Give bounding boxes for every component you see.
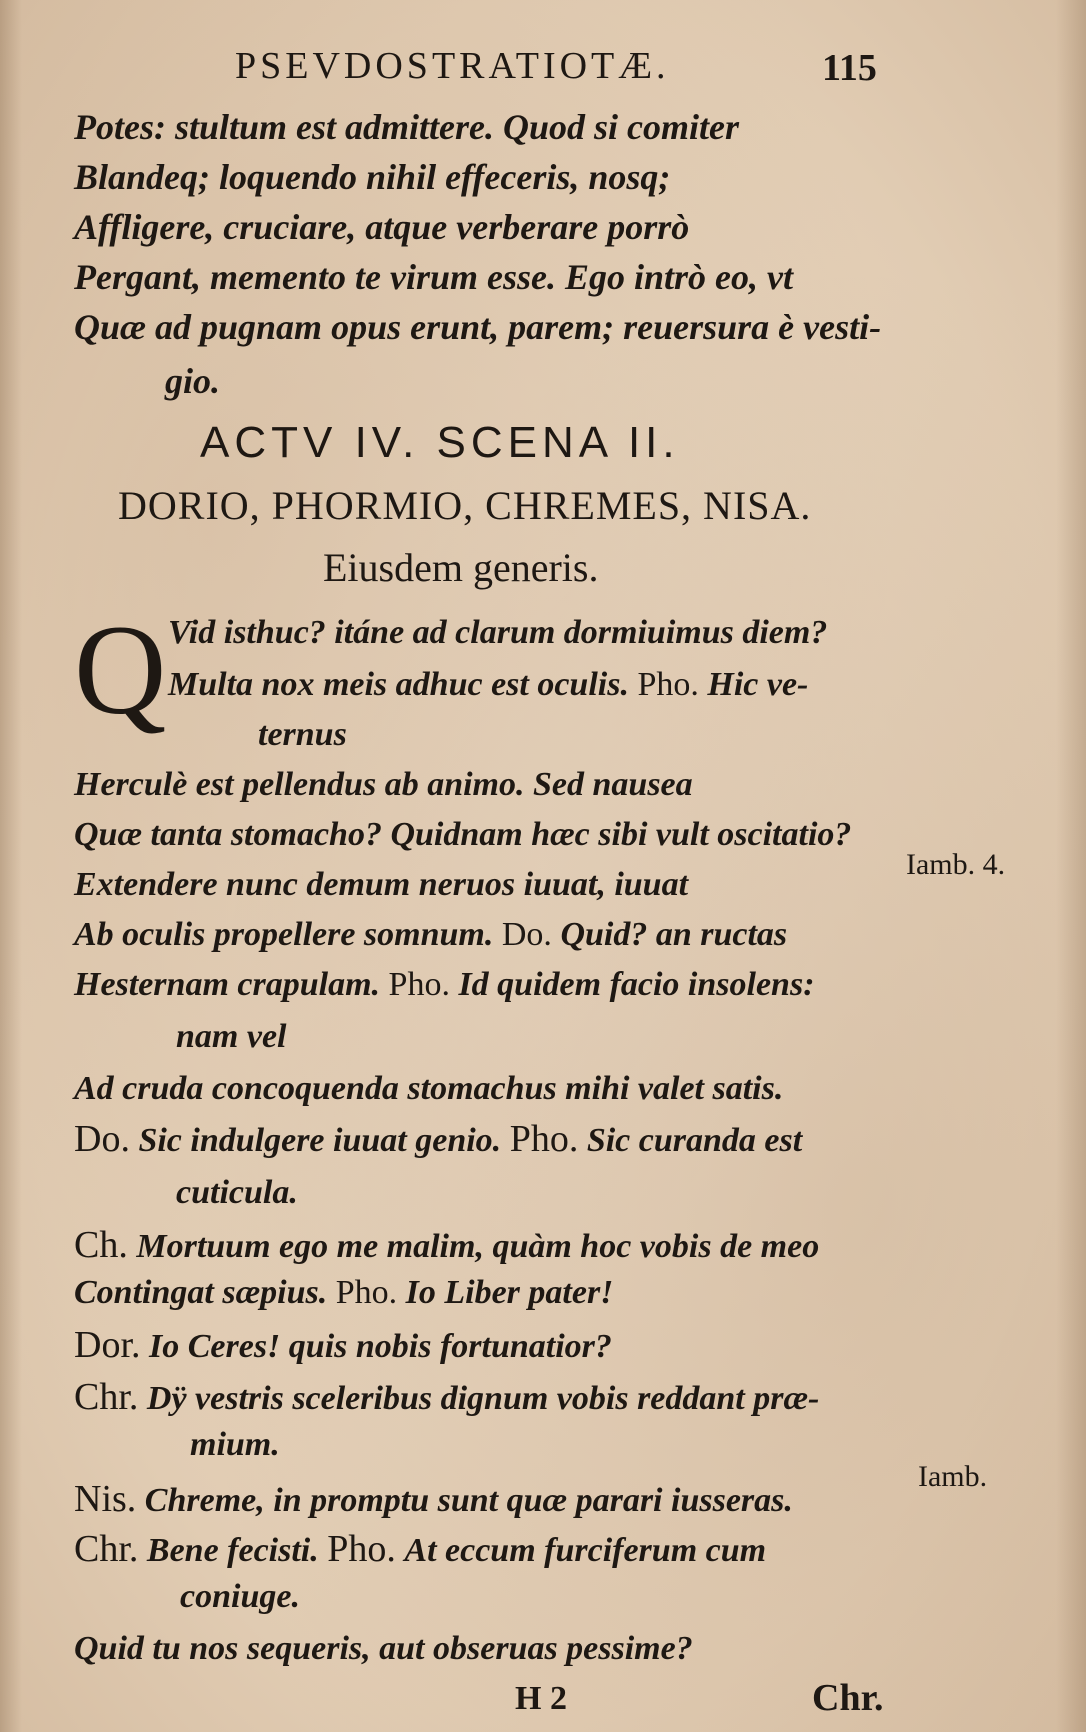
catchword: Chr. <box>812 1677 884 1719</box>
verse-line <box>74 1480 793 1518</box>
speaker-label: Nis. <box>74 1478 137 1520</box>
verse-text: At eccum furciferum cum <box>404 1532 767 1569</box>
verse-text: Bene fecisti. <box>146 1532 319 1569</box>
verse-text: Mortuum ego me malim, quàm hoc vobis de meo <box>136 1228 820 1265</box>
verse-text: Vid isthuc? itáne ad clarum dormiuimus diem? <box>168 614 828 651</box>
verse-line <box>168 616 827 650</box>
verse-text: Id quidem facio insolens: <box>458 966 815 1003</box>
verse-line <box>168 668 808 702</box>
margin-note: Iamb. <box>918 1460 988 1493</box>
speaker-label: Pho. <box>327 1528 396 1570</box>
verse-line <box>74 918 787 952</box>
verse-text: Dÿ vestris sceleribus dignum vobis reddant præ- <box>146 1380 820 1417</box>
speaker-label: Dor. <box>74 1324 141 1366</box>
speaker-label: Pho. <box>335 1274 398 1311</box>
verse-line <box>74 1226 819 1264</box>
verse-line <box>74 968 815 1002</box>
verse-text: Hic ve- <box>707 666 809 703</box>
verse-text: Sic curanda est <box>586 1122 803 1159</box>
verse-text: Quid? an ructas <box>560 916 788 953</box>
verse-continuation: mium. <box>190 1426 280 1463</box>
text-line: Quæ ad pugnam opus erunt, parem; reuersura è vesti- <box>74 307 882 347</box>
page-number: 115 <box>822 47 877 89</box>
drop-capital: Q <box>74 599 167 741</box>
scene-persons: DORIO, PHORMIO, CHREMES, NISA. <box>118 483 812 528</box>
text-line: Potes: stultum est admittere. Quod si comiter <box>74 107 739 147</box>
speaker-label: Ch. <box>74 1224 128 1266</box>
verse-line <box>74 1120 802 1158</box>
verse-line <box>74 1326 612 1364</box>
margin-note: Iamb. 4. <box>906 848 1006 881</box>
speaker-label: Chr. <box>74 1376 139 1418</box>
text-line: Affligere, cruciare, atque verberare porrò <box>74 207 690 247</box>
page-edge-shadow-right <box>1056 0 1086 1732</box>
verse-line: Ad cruda concoquenda stomachus mihi valet satis. <box>74 1070 784 1107</box>
verse-text: Hesternam crapulam. <box>74 966 381 1003</box>
verse-line <box>74 1276 613 1310</box>
page-edge-shadow-left <box>0 0 22 1732</box>
verse-continuation: coniuge. <box>180 1578 300 1615</box>
scene-title: ACTV IV. SCENA II. <box>200 418 680 467</box>
scene-meter: Eiusdem generis. <box>323 545 599 590</box>
speaker-label: Pho. <box>388 966 450 1003</box>
verse-continuation: nam vel <box>176 1018 287 1055</box>
verse-line: Extendere nunc demum neruos iuuat, iuuat <box>74 866 689 903</box>
running-title: PSEVDOSTRATIOTÆ. <box>235 45 670 87</box>
text-line: Pergant, memento te virum esse. Ego intrò eo, vt <box>74 257 793 297</box>
speaker-label: Do. <box>501 916 552 953</box>
text-line: Blandeq; loquendo nihil effeceris, nosq; <box>74 157 671 197</box>
verse-continuation: cuticula. <box>176 1174 298 1211</box>
verse-line <box>74 1530 766 1568</box>
verse-line: Quæ tanta stomacho? Quidnam hæc sibi vult oscitatio? <box>74 816 852 853</box>
text-line-continuation: gio. <box>165 361 221 401</box>
verse-text: Sic indulgere iuuat genio. <box>138 1122 502 1159</box>
speaker-label: Pho. <box>509 1118 579 1160</box>
verse-text: Chreme, in promptu sunt quæ parari iusseras. <box>144 1482 793 1519</box>
verse-text: Contingat sæpius. <box>74 1274 328 1311</box>
verse-text: Multa nox meis adhuc est oculis. <box>168 666 629 703</box>
verse-text: Ab oculis propellere somnum. <box>74 916 494 953</box>
verse-line: Herculè est pellendus ab animo. Sed nausea <box>74 766 693 803</box>
verse-continuation: ternus <box>258 716 347 753</box>
signature-mark: H 2 <box>515 1680 567 1717</box>
verse-line <box>74 1378 819 1416</box>
speaker-label: Chr. <box>74 1528 139 1570</box>
speaker-label: Pho. <box>637 666 699 703</box>
verse-text: Io Ceres! quis nobis fortunatior? <box>149 1328 612 1365</box>
speaker-label: Do. <box>74 1118 130 1160</box>
verse-line: Quid tu nos sequeris, aut obseruas pessime? <box>74 1630 693 1667</box>
verse-text: Io Liber pater! <box>405 1274 614 1311</box>
